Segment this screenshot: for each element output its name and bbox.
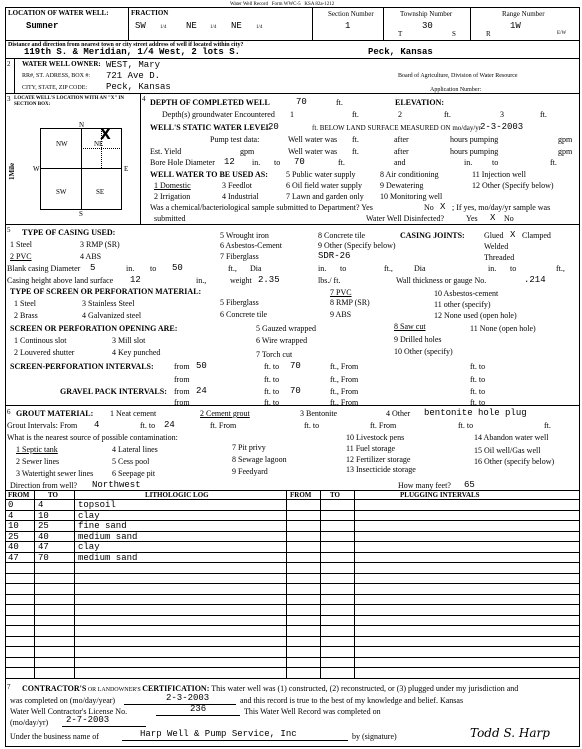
- log-rule: [5, 636, 580, 637]
- fraction-label: FRACTION: [131, 9, 169, 17]
- log-rule: [5, 657, 580, 658]
- distance-town: Peck, Kansas: [368, 47, 433, 57]
- direction-value: Northwest: [92, 480, 141, 490]
- license-no: 236: [190, 704, 207, 714]
- ksa-ref: KSA 82a-1212: [304, 2, 335, 7]
- casing-weight: 2.35: [258, 275, 280, 285]
- county-value: Sumner: [26, 21, 59, 31]
- log-rule: [5, 573, 580, 574]
- log-cell-from: 10: [8, 521, 19, 531]
- county-label: LOCATION OF WATER WELL:: [8, 9, 109, 17]
- range-label: Range Number: [502, 10, 545, 18]
- log-rule: [5, 594, 580, 595]
- log-cell-from: 40: [8, 542, 19, 552]
- signature: Todd S. Harp: [470, 726, 550, 740]
- log-cell-to: 70: [38, 552, 49, 563]
- log-cell-desc: clay: [78, 510, 100, 521]
- screen-pvc: 7 PVC: [330, 288, 352, 297]
- map-s: S: [79, 210, 83, 218]
- screen-label: TYPE OF SCREEN OR PERFORATION MATERIAL:: [10, 287, 202, 296]
- log-cell-from: 47: [8, 552, 19, 563]
- log-cell-desc: clay: [78, 542, 100, 552]
- range-value: 1W: [510, 21, 521, 31]
- plugging-header: PLUGGING INTERVALS: [400, 491, 480, 499]
- perf-label: SCREEN-PERFORATION INTERVALS:: [10, 362, 154, 371]
- log-cell-desc: fine sand: [78, 521, 127, 531]
- joints-label: CASING JOINTS:: [400, 231, 465, 240]
- log-cell-to: 10: [38, 510, 49, 521]
- perf-from: 50: [196, 361, 207, 371]
- fraction-1: SW: [135, 21, 146, 31]
- elevation-label: ELEVATION:: [395, 98, 445, 107]
- city-value: Peck, Kansas: [106, 82, 171, 92]
- log-cell-to: 40: [38, 531, 49, 542]
- address-label: RR#, ST. ADRESS, BOX #:: [22, 73, 91, 79]
- casing-height: 12: [130, 275, 141, 285]
- depth-value: 70: [296, 97, 307, 107]
- log-cell-from: 0: [8, 500, 14, 510]
- log-rule: [5, 625, 580, 626]
- log-cell-from: 25: [8, 531, 19, 542]
- static-label: WELL'S STATIC WATER LEVEL: [150, 123, 272, 132]
- log-cell-from: 4: [8, 510, 14, 521]
- map-w: W: [33, 165, 40, 173]
- city-label: CITY, STATE, ZIP CODE:: [22, 85, 88, 91]
- perf-to: 70: [290, 361, 301, 371]
- log-rule: [5, 646, 580, 647]
- grout-cement: 2 Cement grout: [200, 409, 250, 418]
- business-name: Harp Well & Pump Service, Inc: [140, 729, 297, 739]
- board-text: Board of Agriculture, Division of Water Resource: [398, 73, 518, 79]
- howmany-value: 65: [464, 480, 475, 490]
- form-number: Form WWC-5: [271, 2, 301, 7]
- fraction-2: NE: [186, 21, 197, 31]
- static-date: 2-3-2003: [480, 122, 524, 132]
- fraction-3: NE: [231, 21, 242, 31]
- log-cell-desc: medium sand: [78, 531, 138, 542]
- log-cell-to: 25: [38, 521, 49, 531]
- township-value: 30: [422, 21, 433, 31]
- wall-thickness: .214: [524, 275, 546, 285]
- gravel-label: GRAVEL PACK INTERVALS:: [60, 387, 167, 396]
- record-date: 2-7-2003: [66, 715, 110, 725]
- log-from-header: FROM: [8, 491, 30, 499]
- opening-saw-cut: 8 Saw cut: [394, 322, 426, 331]
- section-label: Section Number: [328, 10, 374, 18]
- grout-from: 4: [94, 420, 100, 430]
- log-rule: [5, 604, 580, 605]
- bore-value: 12: [224, 157, 235, 167]
- openings-label: SCREEN OR PERFORATION OPENING ARE:: [10, 324, 178, 333]
- address-value: 721 Ave D.: [106, 71, 161, 81]
- log-cell-desc: topsoil: [78, 500, 116, 510]
- record-title: Water Well Record: [230, 2, 268, 7]
- bore-to: 70: [294, 157, 305, 167]
- blank-to: 50: [172, 263, 183, 273]
- log-rule: [5, 667, 580, 668]
- application-label: Application Number:: [430, 87, 482, 93]
- distance-label: Distance and direction from nearest town or city street address of well if located within city?: [8, 42, 244, 48]
- static-value: 20: [268, 122, 279, 132]
- well-mark: X: [100, 127, 111, 143]
- contam-septic: 1 Septic tank: [16, 445, 58, 454]
- log-cell-desc: medium sand: [78, 552, 138, 563]
- log-rule: [5, 615, 580, 616]
- gw-label: Depth(s) groundwater Encountered: [162, 110, 275, 119]
- map-e: E: [124, 165, 129, 173]
- casing-pvc: 2 PVC: [10, 252, 32, 261]
- casing-type-label: TYPE OF CASING USED:: [22, 228, 116, 237]
- gravel-from: 24: [196, 386, 207, 396]
- use-label: WELL WATER TO BE USED AS:: [150, 170, 268, 179]
- gravel-to: 70: [290, 386, 301, 396]
- mile-label: 1Mile: [8, 162, 16, 180]
- log-rule: [5, 583, 580, 584]
- township-label: Township Number: [400, 10, 453, 18]
- section-value: 1: [345, 21, 351, 31]
- cert-line-1: CONTRACTOR'S OR LANDOWNER'S CERTIFICATION: This water well was (1) constructed, (2) reconstructed, or (3) plugged under my jurisdiction and: [22, 684, 519, 693]
- grout-other: bentonite hole plug: [424, 408, 527, 418]
- contam-label: What is the nearest source of possible contamination:: [7, 433, 178, 442]
- owner-value: WEST, Mary: [106, 60, 161, 70]
- map-title: LOCATE WELL'S LOCATION WITH AN "X" IN SECTION BOX:: [14, 96, 124, 107]
- log-cell-to: 4: [38, 500, 44, 510]
- log-litho-header: LITHOLOGIC LOG: [145, 491, 209, 499]
- casing-sdr: SDR-26: [318, 251, 351, 261]
- owner-label: WATER WELL OWNER:: [22, 60, 101, 68]
- completed-date: 2-3-2003: [166, 693, 210, 703]
- grout-label: GROUT MATERIAL:: [16, 409, 94, 418]
- depth-label: DEPTH OF COMPLETED WELL: [150, 98, 270, 107]
- log-cell-to: 47: [38, 542, 49, 552]
- blank-diameter: 5: [90, 263, 96, 273]
- use-domestic: 1 Domestic: [154, 181, 191, 190]
- map-n: N: [79, 121, 85, 129]
- grout-to: 24: [164, 420, 175, 430]
- log-to-header: TO: [48, 491, 58, 499]
- distance-value: 119th S. & Meridian, 1/4 West, 2 lots S.: [24, 47, 241, 57]
